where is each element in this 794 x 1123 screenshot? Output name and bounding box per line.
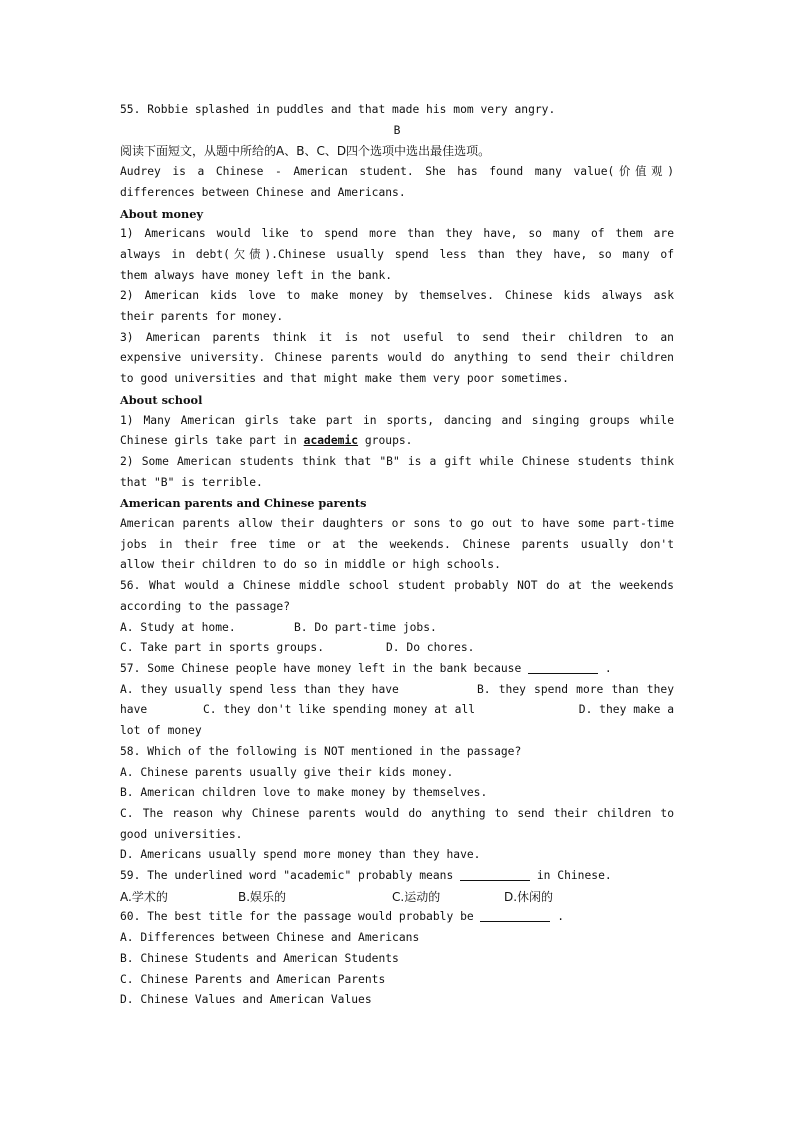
option: C. Take part in sports groups. xyxy=(120,641,325,655)
question-55: 55. Robbie splashed in puddles and that made his mom very angry. xyxy=(120,103,556,116)
option: D.休闲的 xyxy=(504,889,554,904)
option: A. Chinese parents usually give their kids money. xyxy=(120,765,454,779)
option: C. Chinese Parents and American Parents xyxy=(120,972,386,986)
option: B. American children love to make money by themselves. xyxy=(120,786,488,800)
money-line: 1) Americans would like to spend more than they have, so many of them are xyxy=(120,227,674,241)
option: C.运动的 xyxy=(392,889,441,904)
option: C. The reason why Chinese parents would do anything to send their children to xyxy=(120,806,674,820)
money-line: to good universities and that might make them very poor sometimes. xyxy=(120,372,569,386)
school-line: 2) Some American students think that "B" is a gift while Chinese students think xyxy=(120,454,674,468)
option: B. Do part-time jobs. xyxy=(294,620,437,634)
option: D. Americans usually spend more money than they have. xyxy=(120,848,481,862)
question-text: in Chinese. xyxy=(530,869,612,883)
option: good universities. xyxy=(120,827,243,841)
q56-options xyxy=(120,638,674,659)
option: B. Chinese Students and American Students xyxy=(120,951,399,965)
section-letter: B xyxy=(393,123,401,137)
question-56: 56. What would a Chinese middle school student probably NOT do at the weekends xyxy=(120,579,674,593)
answer-blank xyxy=(460,867,530,881)
question-text: 57. Some Chinese people have money left in the bank because xyxy=(120,661,522,675)
question-56: according to the passage? xyxy=(120,599,291,613)
option: A. Study at home. xyxy=(120,620,236,634)
heading-school: About school xyxy=(120,392,203,407)
q59-options xyxy=(120,887,674,908)
question-text: . xyxy=(598,661,612,675)
intro-line: Audrey is a Chinese - American student. She has found many value(价值观) xyxy=(120,165,674,179)
option: A. Differences between Chinese and Americans xyxy=(120,931,420,945)
school-line: 1) Many American girls take part in sports, dancing and singing groups while xyxy=(120,413,674,427)
option: C. they don't like spending money at all xyxy=(203,703,476,717)
underlined-word: academic xyxy=(303,434,359,448)
option: A. they usually spend less than they have xyxy=(120,682,399,696)
school-line xyxy=(120,431,674,452)
parents-line: jobs in their free time or at the weekends. Chinese parents usually don't xyxy=(120,537,674,551)
option: D. Chinese Values and American Values xyxy=(120,993,372,1007)
question-text: 59. The underlined word "academic" probably means xyxy=(120,869,454,883)
money-line: them always have money left in the bank. xyxy=(120,268,393,282)
option: D. Do chores. xyxy=(386,641,475,655)
question-58: 58. Which of the following is NOT mentioned in the passage? xyxy=(120,744,522,758)
question-text: . xyxy=(550,910,565,924)
answer-blank xyxy=(480,908,550,922)
money-line: 3) American parents think it is not useful to send their children to an xyxy=(120,330,674,344)
worksheet xyxy=(120,100,674,1011)
school-text: Chinese girls take part in xyxy=(120,434,304,448)
intro-line: differences between Chinese and Americans. xyxy=(120,185,406,199)
money-line: 2) American kids love to make money by themselves. Chinese kids always ask xyxy=(120,289,674,303)
parents-line: allow their children to do so in middle or high schools. xyxy=(120,558,501,572)
question-60 xyxy=(120,907,674,928)
q57-options xyxy=(120,700,674,721)
money-line: always in debt(欠债).Chinese usually spend less than they have, so many of xyxy=(120,247,674,261)
answer-blank xyxy=(528,660,598,674)
q57-options: lot of money xyxy=(120,724,202,738)
school-line: that "B" is terrible. xyxy=(120,475,263,489)
question-text: 60. The best title for the passage would probably be xyxy=(120,910,474,924)
money-line: their parents for money. xyxy=(120,310,284,324)
school-text: groups. xyxy=(358,434,413,448)
question-57 xyxy=(120,659,674,680)
option: D. they make a xyxy=(578,703,674,717)
heading-money: About money xyxy=(120,206,204,221)
q57-options xyxy=(120,680,674,701)
money-line: expensive university. Chinese parents would do anything to send their children xyxy=(120,351,674,365)
q56-options xyxy=(120,618,674,639)
question-59 xyxy=(120,866,674,887)
option: have xyxy=(120,703,148,717)
parents-line: American parents allow their daughters or sons to go out to have some part-time xyxy=(120,517,674,531)
option: A.学术的 xyxy=(120,889,168,904)
instruction: 阅读下面短文，从题中所给的A、B、C、D四个选项中选出最佳选项。 xyxy=(120,144,491,159)
option: B.娱乐的 xyxy=(238,889,287,904)
option: B. they spend more than they xyxy=(477,682,674,696)
heading-parents: American parents and Chinese parents xyxy=(120,496,367,511)
